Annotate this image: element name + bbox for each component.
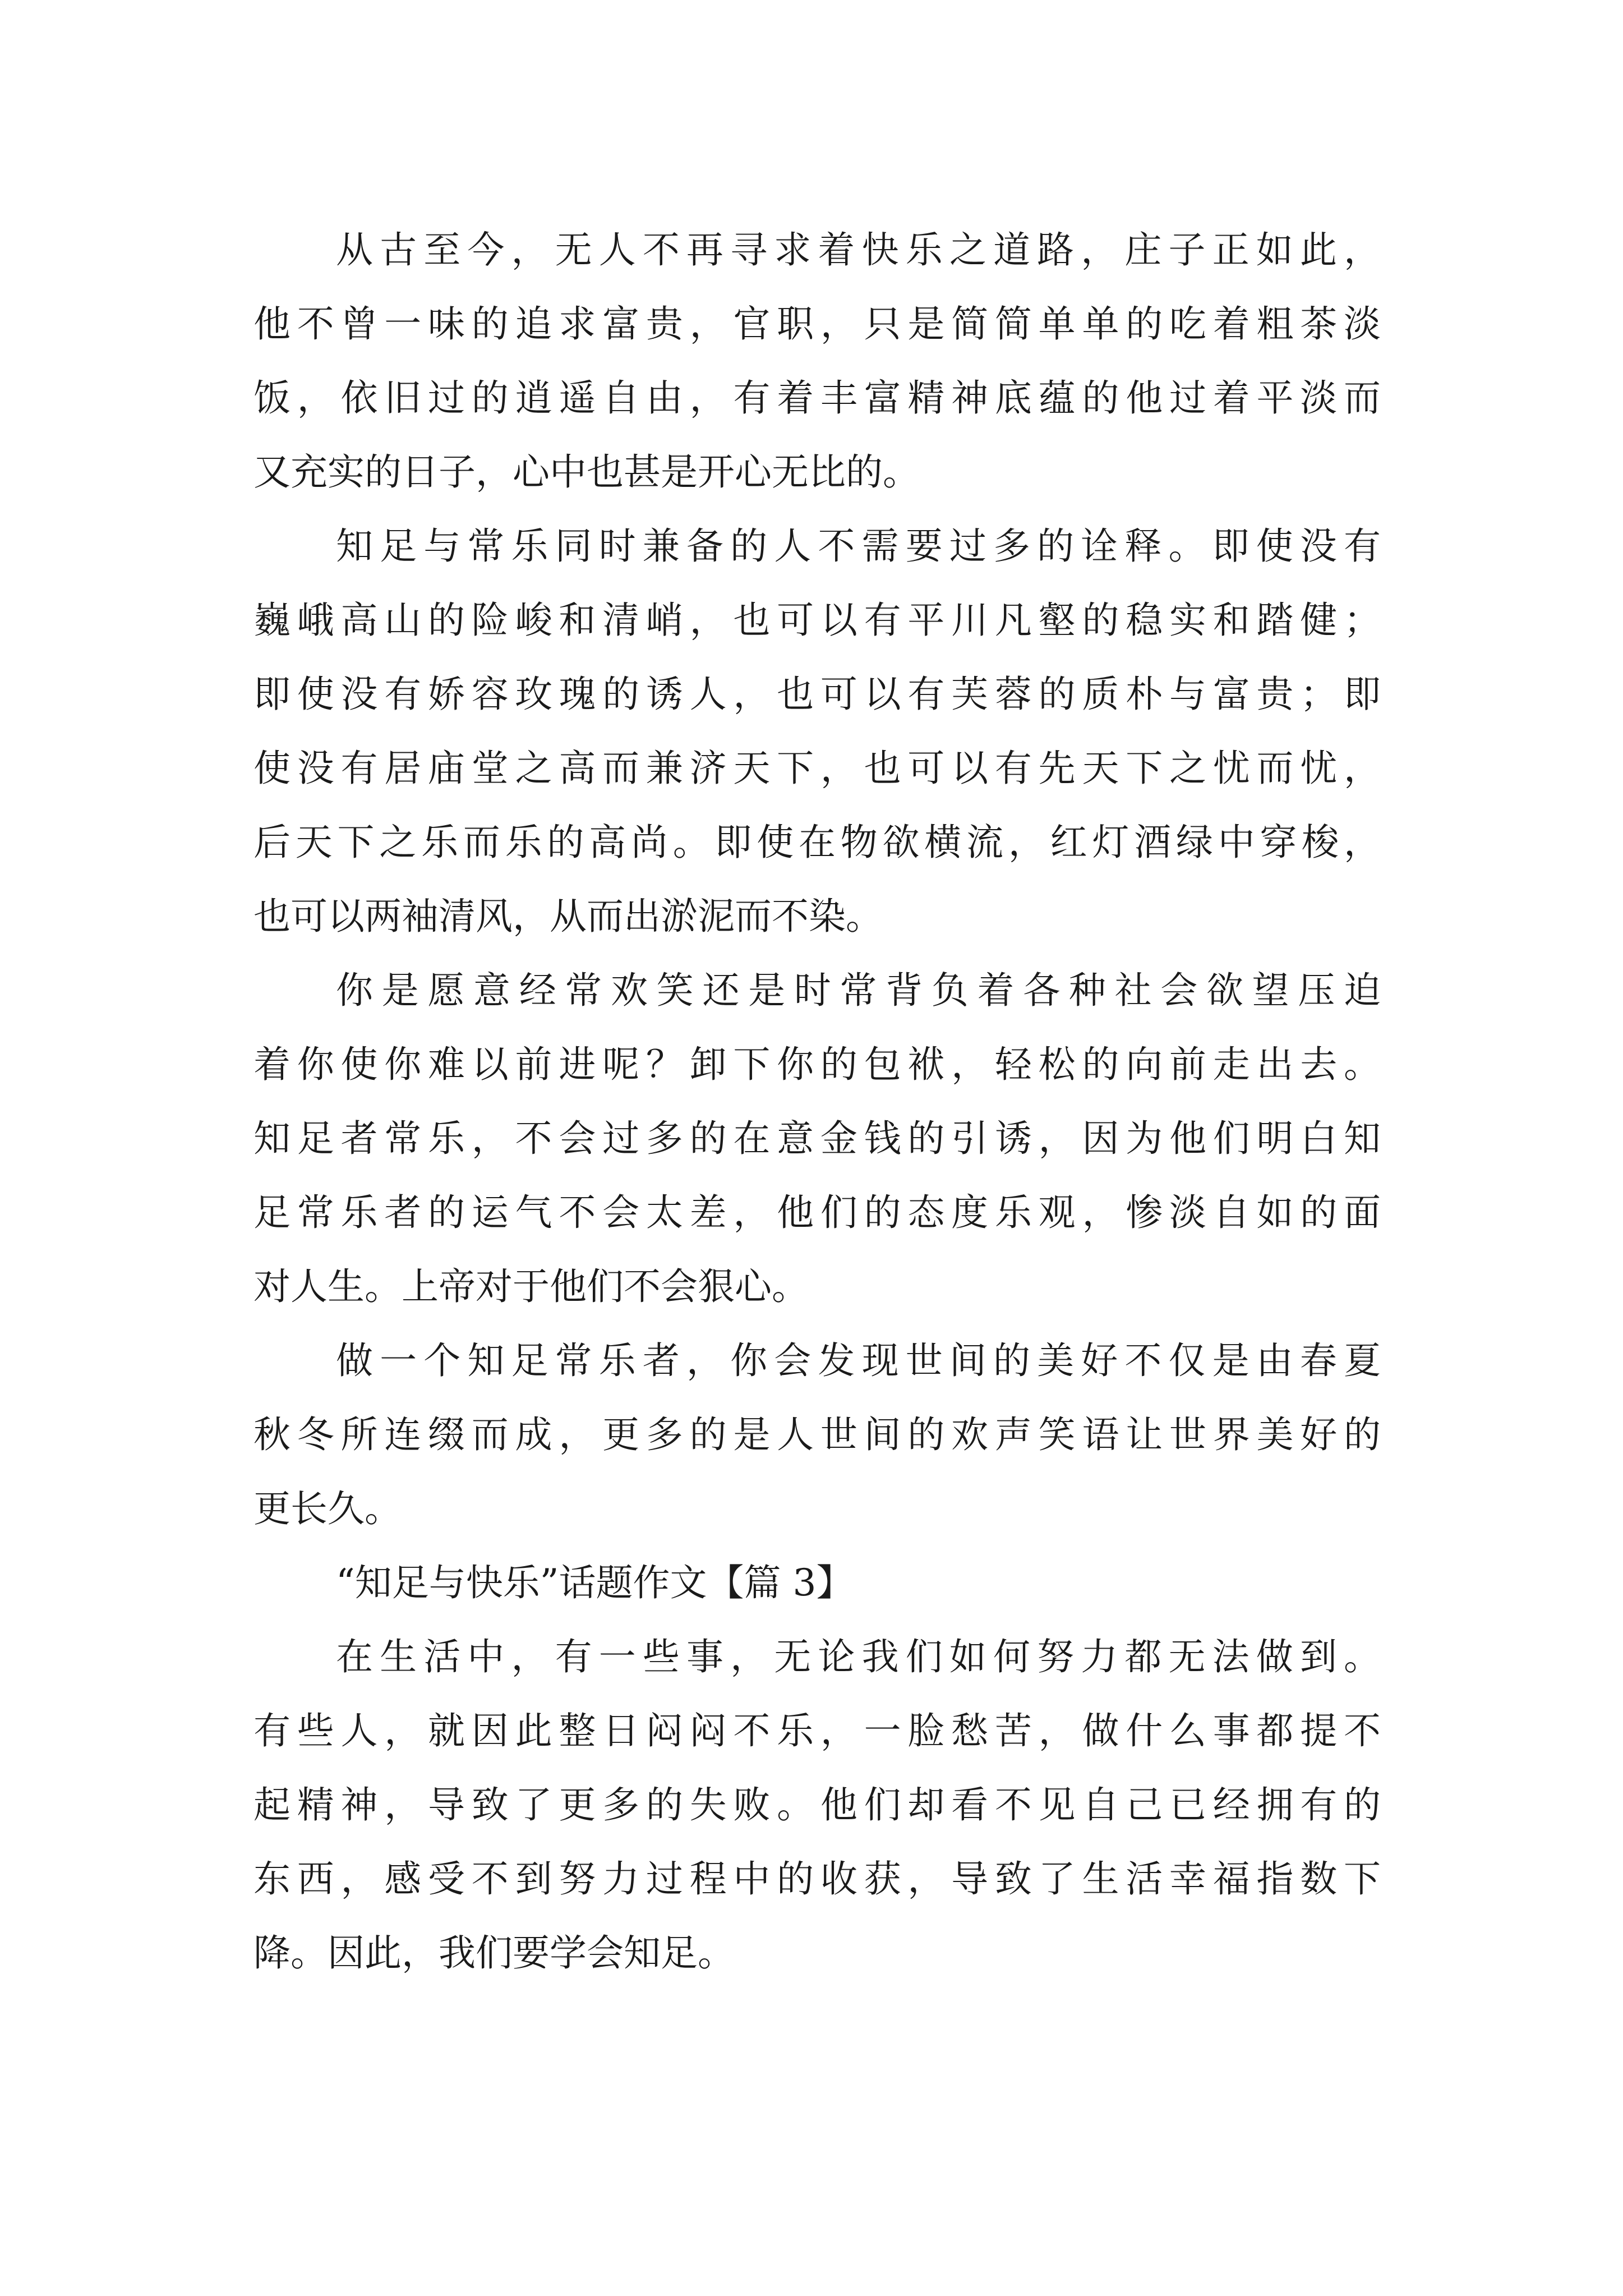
paragraph bbox=[253, 213, 1381, 509]
text-line: 饭，依旧过的逍遥自由，有着丰富精神底蕴的他过着平淡而 bbox=[253, 376, 1381, 420]
text-line: 使没有居庙堂之高而兼济天下，也可以有先天下之忧而忧， bbox=[253, 747, 1381, 790]
text-line: 着你使你难以前进呢？卸下你的包袱，轻松的向前走出去。 bbox=[253, 1043, 1381, 1086]
paragraph bbox=[253, 1324, 1381, 1546]
document-body bbox=[253, 213, 1381, 1990]
text-line: 从古至今，无人不再寻求着快乐之道路，庄子正如此， bbox=[336, 228, 1381, 272]
paragraph bbox=[253, 1620, 1381, 1990]
section-heading: “知足与快乐”话题作文【篇 3】 bbox=[336, 1561, 854, 1604]
text-line: 知足与常乐同时兼备的人不需要过多的诠释。即使没有 bbox=[336, 524, 1381, 568]
text-line: 又充实的日子，心中也甚是开心无比的。 bbox=[253, 450, 920, 494]
text-line: 知足者常乐，不会过多的在意金钱的引诱，因为他们明白知 bbox=[253, 1117, 1381, 1160]
text-line: 秋冬所连缀而成，更多的是人世间的欢声笑语让世界美好的 bbox=[253, 1413, 1381, 1456]
text-line: 也可以两袖清风，从而出淤泥而不染。 bbox=[253, 895, 883, 938]
text-line: 即使没有娇容玫瑰的诱人，也可以有芙蓉的质朴与富贵；即 bbox=[253, 673, 1381, 716]
text-line: 更长久。 bbox=[253, 1487, 402, 1530]
paragraph bbox=[253, 954, 1381, 1324]
text-line: 起精神，导致了更多的失败。他们却看不见自己已经拥有的 bbox=[253, 1783, 1381, 1826]
text-line: 他不曾一味的追求富贵，官职，只是简简单单的吃着粗茶淡 bbox=[253, 302, 1381, 346]
text-line: 后天下之乐而乐的高尚。即使在物欲横流，红灯酒绿中穿梭， bbox=[253, 821, 1381, 864]
text-line: 东西，感受不到努力过程中的收获，导致了生活幸福指数下 bbox=[253, 1857, 1381, 1901]
paragraph bbox=[253, 509, 1381, 954]
text-line: 做一个知足常乐者，你会发现世间的美好不仅是由春夏 bbox=[336, 1339, 1381, 1382]
text-line: 在生活中，有一些事，无论我们如何努力都无法做到。 bbox=[336, 1635, 1381, 1678]
text-line: 你是愿意经常欢笑还是时常背负着各种社会欲望压迫 bbox=[336, 969, 1381, 1012]
text-line: 对人生。上帝对于他们不会狠心。 bbox=[253, 1265, 809, 1308]
text-line: 足常乐者的运气不会太差，他们的态度乐观，惨淡自如的面 bbox=[253, 1191, 1381, 1234]
text-line: 有些人，就因此整日闷闷不乐，一脸愁苦，做什么事都提不 bbox=[253, 1709, 1381, 1752]
text-line: 巍峨高山的险峻和清峭，也可以有平川凡壑的稳实和踏健； bbox=[253, 599, 1381, 642]
text-line: 降。因此，我们要学会知足。 bbox=[253, 1931, 735, 1975]
